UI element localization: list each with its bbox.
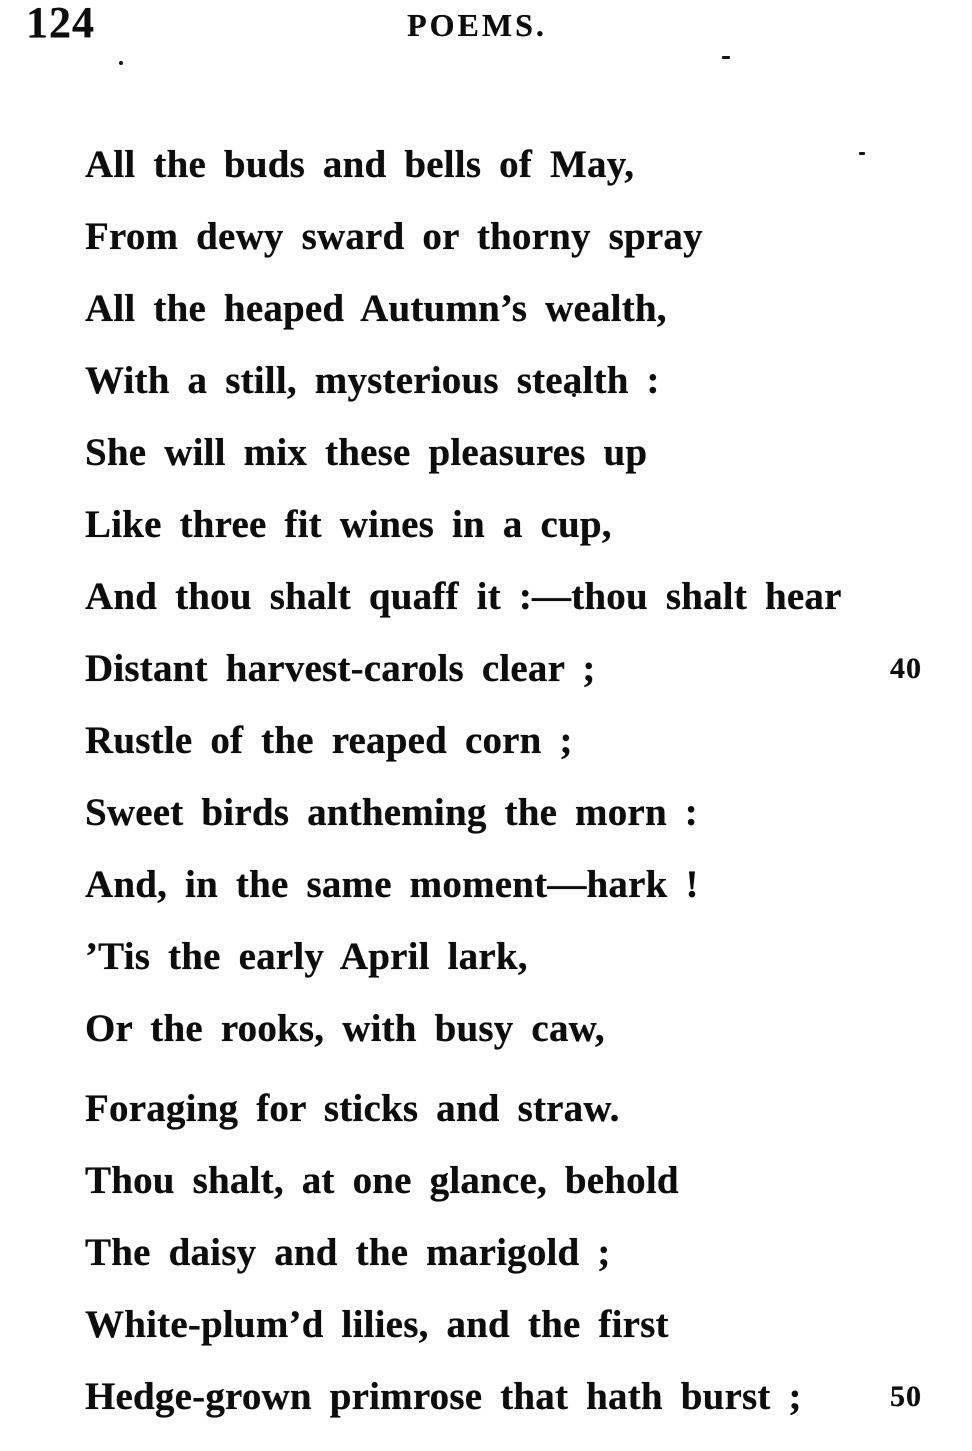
poem-line: [85, 633, 957, 705]
poem-line: [85, 921, 957, 993]
poem-line: [85, 129, 957, 201]
poem-line: [85, 345, 957, 417]
poem-line-text: Sweet birds antheming the morn :: [85, 791, 698, 834]
poem-line: [85, 1073, 957, 1145]
poem-line: [85, 1145, 957, 1217]
scan-speck: [722, 56, 730, 59]
running-head: POEMS.: [407, 7, 547, 43]
poem-line: [85, 1217, 957, 1289]
poem-line-text: Foraging for sticks and straw.: [85, 1087, 620, 1130]
poem-line-text: ’Tis the early April lark,: [85, 935, 528, 978]
poem: [85, 129, 957, 1433]
poem-line-text: White-plum’d lilies, and the first: [85, 1303, 669, 1346]
poem-line-text: The daisy and the marigold ;: [85, 1231, 611, 1274]
poem-line: [85, 201, 957, 273]
poem-line-number: 40: [890, 652, 922, 685]
poem-line-text: Distant harvest-carols clear ;: [85, 647, 596, 690]
poem-line-text: All the buds and bells of May,: [85, 143, 635, 186]
poem-line: [85, 561, 957, 633]
poem-line-text: Like three fit wines in a cup,: [85, 503, 612, 546]
poem-line-text: All the heaped Autumn’s wealth,: [85, 287, 667, 330]
poem-line-text: Hedge-grown primrose that hath burst ;: [85, 1375, 802, 1418]
poem-line: [85, 993, 957, 1065]
poem-line-text: From dewy sward or thorny spray: [85, 215, 703, 258]
poem-line-text: And thou shalt quaff it :—thou shalt hear: [85, 575, 842, 618]
page-number: 124: [26, 0, 95, 47]
poem-line: [85, 705, 957, 777]
poem-line: [85, 849, 957, 921]
poem-line-text: With a still, mysterious stealth :: [85, 359, 660, 402]
poem-line: [85, 1289, 957, 1361]
poem-line-text: Thou shalt, at one glance, behold: [85, 1159, 679, 1202]
poem-line: [85, 273, 957, 345]
poem-line-number: 50: [890, 1380, 922, 1413]
poem-line: [85, 777, 957, 849]
poem-line-text: Or the rooks, with busy caw,: [85, 1007, 605, 1050]
poem-line: [85, 1361, 957, 1433]
poem-line: [85, 417, 957, 489]
poem-line-text: And, in the same moment—hark !: [85, 863, 699, 906]
poem-line-text: Rustle of the reaped corn ;: [85, 719, 573, 762]
poem-line-text: She will mix these pleasures up: [85, 431, 648, 474]
poem-line: [85, 489, 957, 561]
scan-speck: [119, 61, 123, 65]
